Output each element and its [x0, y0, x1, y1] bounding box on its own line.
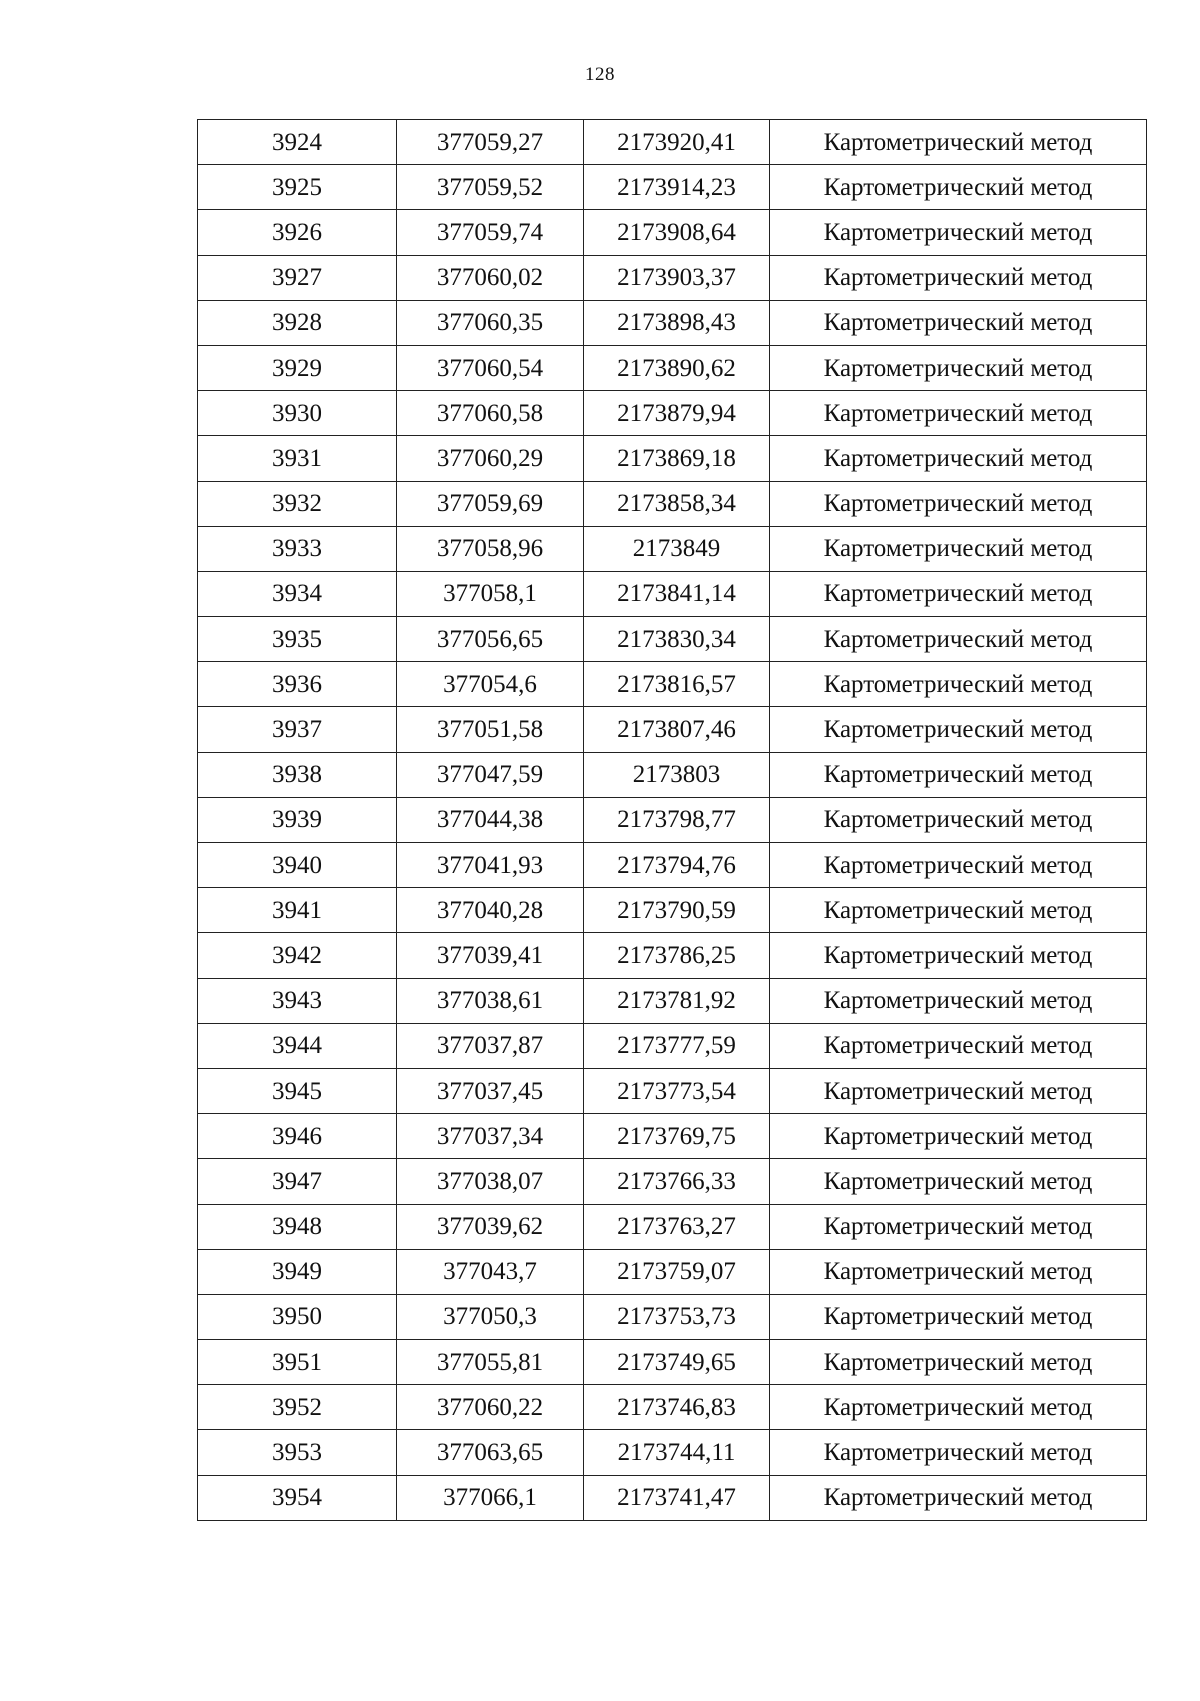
y-coordinate-cell: 2173898,43: [584, 300, 770, 345]
table-row: [198, 526, 1147, 571]
table-row: [198, 255, 1147, 300]
method-cell: Картометрический метод: [770, 888, 1147, 933]
method-cell: Картометрический метод: [770, 797, 1147, 842]
point-number-cell: 3942: [198, 933, 397, 978]
y-coordinate-cell: 2173890,62: [584, 345, 770, 390]
table-row: [198, 120, 1147, 165]
table-row: [198, 1294, 1147, 1339]
method-cell: Картометрический метод: [770, 662, 1147, 707]
x-coordinate-cell: 377043,7: [397, 1249, 584, 1294]
point-number-cell: 3926: [198, 210, 397, 255]
x-coordinate-cell: 377059,52: [397, 165, 584, 210]
x-coordinate-cell: 377041,93: [397, 843, 584, 888]
y-coordinate-cell: 2173869,18: [584, 436, 770, 481]
point-number-cell: 3928: [198, 300, 397, 345]
x-coordinate-cell: 377059,69: [397, 481, 584, 526]
table-row: [198, 165, 1147, 210]
method-cell: Картометрический метод: [770, 978, 1147, 1023]
x-coordinate-cell: 377060,35: [397, 300, 584, 345]
y-coordinate-cell: 2173773,54: [584, 1068, 770, 1113]
x-coordinate-cell: 377058,96: [397, 526, 584, 571]
table-row: [198, 1340, 1147, 1385]
y-coordinate-cell: 2173794,76: [584, 843, 770, 888]
point-number-cell: 3931: [198, 436, 397, 481]
table-row: [198, 1430, 1147, 1475]
method-cell: Картометрический метод: [770, 255, 1147, 300]
method-cell: Картометрический метод: [770, 345, 1147, 390]
x-coordinate-cell: 377054,6: [397, 662, 584, 707]
x-coordinate-cell: 377037,45: [397, 1068, 584, 1113]
point-number-cell: 3935: [198, 617, 397, 662]
table-row: [198, 210, 1147, 255]
x-coordinate-cell: 377066,1: [397, 1475, 584, 1520]
coordinates-table-body: [198, 120, 1147, 1521]
point-number-cell: 3951: [198, 1340, 397, 1385]
table-row: [198, 1204, 1147, 1249]
y-coordinate-cell: 2173807,46: [584, 707, 770, 752]
table-row: [198, 571, 1147, 616]
point-number-cell: 3944: [198, 1023, 397, 1068]
point-number-cell: 3929: [198, 345, 397, 390]
point-number-cell: 3947: [198, 1159, 397, 1204]
method-cell: Картометрический метод: [770, 1159, 1147, 1204]
x-coordinate-cell: 377059,74: [397, 210, 584, 255]
x-coordinate-cell: 377059,27: [397, 120, 584, 165]
x-coordinate-cell: 377058,1: [397, 571, 584, 616]
method-cell: Картометрический метод: [770, 1475, 1147, 1520]
table-row: [198, 391, 1147, 436]
table-row: [198, 436, 1147, 481]
y-coordinate-cell: 2173879,94: [584, 391, 770, 436]
point-number-cell: 3934: [198, 571, 397, 616]
y-coordinate-cell: 2173749,65: [584, 1340, 770, 1385]
method-cell: Картометрический метод: [770, 1340, 1147, 1385]
x-coordinate-cell: 377039,41: [397, 933, 584, 978]
point-number-cell: 3941: [198, 888, 397, 933]
table-row: [198, 1249, 1147, 1294]
y-coordinate-cell: 2173763,27: [584, 1204, 770, 1249]
y-coordinate-cell: 2173790,59: [584, 888, 770, 933]
method-cell: Картометрический метод: [770, 1294, 1147, 1339]
x-coordinate-cell: 377038,61: [397, 978, 584, 1023]
point-number-cell: 3953: [198, 1430, 397, 1475]
y-coordinate-cell: 2173920,41: [584, 120, 770, 165]
point-number-cell: 3936: [198, 662, 397, 707]
method-cell: Картометрический метод: [770, 617, 1147, 662]
table-row: [198, 707, 1147, 752]
y-coordinate-cell: 2173903,37: [584, 255, 770, 300]
x-coordinate-cell: 377060,58: [397, 391, 584, 436]
method-cell: Картометрический метод: [770, 1068, 1147, 1113]
point-number-cell: 3925: [198, 165, 397, 210]
table-row: [198, 1475, 1147, 1520]
method-cell: Картометрический метод: [770, 1249, 1147, 1294]
y-coordinate-cell: 2173766,33: [584, 1159, 770, 1204]
y-coordinate-cell: 2173849: [584, 526, 770, 571]
x-coordinate-cell: 377060,22: [397, 1385, 584, 1430]
method-cell: Картометрический метод: [770, 1430, 1147, 1475]
table-row: [198, 1159, 1147, 1204]
method-cell: Картометрический метод: [770, 210, 1147, 255]
table-row: [198, 843, 1147, 888]
method-cell: Картометрический метод: [770, 752, 1147, 797]
method-cell: Картометрический метод: [770, 481, 1147, 526]
point-number-cell: 3937: [198, 707, 397, 752]
table-row: [198, 978, 1147, 1023]
y-coordinate-cell: 2173769,75: [584, 1114, 770, 1159]
table-row: [198, 752, 1147, 797]
table-row: [198, 345, 1147, 390]
x-coordinate-cell: 377038,07: [397, 1159, 584, 1204]
x-coordinate-cell: 377060,29: [397, 436, 584, 481]
point-number-cell: 3940: [198, 843, 397, 888]
coordinates-table: [197, 119, 1147, 1521]
x-coordinate-cell: 377050,3: [397, 1294, 584, 1339]
table-row: [198, 1023, 1147, 1068]
method-cell: Картометрический метод: [770, 1114, 1147, 1159]
method-cell: Картометрический метод: [770, 1204, 1147, 1249]
y-coordinate-cell: 2173741,47: [584, 1475, 770, 1520]
point-number-cell: 3943: [198, 978, 397, 1023]
y-coordinate-cell: 2173759,07: [584, 1249, 770, 1294]
table-row: [198, 1114, 1147, 1159]
method-cell: Картометрический метод: [770, 300, 1147, 345]
y-coordinate-cell: 2173830,34: [584, 617, 770, 662]
y-coordinate-cell: 2173786,25: [584, 933, 770, 978]
x-coordinate-cell: 377037,34: [397, 1114, 584, 1159]
method-cell: Картометрический метод: [770, 1385, 1147, 1430]
table-row: [198, 481, 1147, 526]
table-row: [198, 662, 1147, 707]
x-coordinate-cell: 377056,65: [397, 617, 584, 662]
x-coordinate-cell: 377040,28: [397, 888, 584, 933]
page-number: 128: [585, 64, 615, 85]
x-coordinate-cell: 377044,38: [397, 797, 584, 842]
y-coordinate-cell: 2173781,92: [584, 978, 770, 1023]
y-coordinate-cell: 2173908,64: [584, 210, 770, 255]
method-cell: Картометрический метод: [770, 526, 1147, 571]
method-cell: Картометрический метод: [770, 571, 1147, 616]
table-row: [198, 1068, 1147, 1113]
point-number-cell: 3933: [198, 526, 397, 571]
method-cell: Картометрический метод: [770, 436, 1147, 481]
point-number-cell: 3927: [198, 255, 397, 300]
table-row: [198, 300, 1147, 345]
point-number-cell: 3954: [198, 1475, 397, 1520]
table-row: [198, 933, 1147, 978]
point-number-cell: 3952: [198, 1385, 397, 1430]
y-coordinate-cell: 2173744,11: [584, 1430, 770, 1475]
method-cell: Картометрический метод: [770, 391, 1147, 436]
method-cell: Картометрический метод: [770, 1023, 1147, 1068]
point-number-cell: 3949: [198, 1249, 397, 1294]
method-cell: Картометрический метод: [770, 707, 1147, 752]
y-coordinate-cell: 2173777,59: [584, 1023, 770, 1068]
table-row: [198, 797, 1147, 842]
y-coordinate-cell: 2173816,57: [584, 662, 770, 707]
table-row: [198, 1385, 1147, 1430]
method-cell: Картометрический метод: [770, 165, 1147, 210]
y-coordinate-cell: 2173858,34: [584, 481, 770, 526]
point-number-cell: 3939: [198, 797, 397, 842]
point-number-cell: 3948: [198, 1204, 397, 1249]
x-coordinate-cell: 377037,87: [397, 1023, 584, 1068]
method-cell: Картометрический метод: [770, 120, 1147, 165]
point-number-cell: 3924: [198, 120, 397, 165]
x-coordinate-cell: 377055,81: [397, 1340, 584, 1385]
point-number-cell: 3930: [198, 391, 397, 436]
y-coordinate-cell: 2173803: [584, 752, 770, 797]
y-coordinate-cell: 2173914,23: [584, 165, 770, 210]
table-row: [198, 888, 1147, 933]
x-coordinate-cell: 377047,59: [397, 752, 584, 797]
point-number-cell: 3946: [198, 1114, 397, 1159]
x-coordinate-cell: 377051,58: [397, 707, 584, 752]
x-coordinate-cell: 377063,65: [397, 1430, 584, 1475]
x-coordinate-cell: 377039,62: [397, 1204, 584, 1249]
x-coordinate-cell: 377060,54: [397, 345, 584, 390]
table-row: [198, 617, 1147, 662]
point-number-cell: 3950: [198, 1294, 397, 1339]
y-coordinate-cell: 2173798,77: [584, 797, 770, 842]
x-coordinate-cell: 377060,02: [397, 255, 584, 300]
y-coordinate-cell: 2173746,83: [584, 1385, 770, 1430]
point-number-cell: 3938: [198, 752, 397, 797]
y-coordinate-cell: 2173841,14: [584, 571, 770, 616]
point-number-cell: 3932: [198, 481, 397, 526]
point-number-cell: 3945: [198, 1068, 397, 1113]
method-cell: Картометрический метод: [770, 843, 1147, 888]
method-cell: Картометрический метод: [770, 933, 1147, 978]
y-coordinate-cell: 2173753,73: [584, 1294, 770, 1339]
